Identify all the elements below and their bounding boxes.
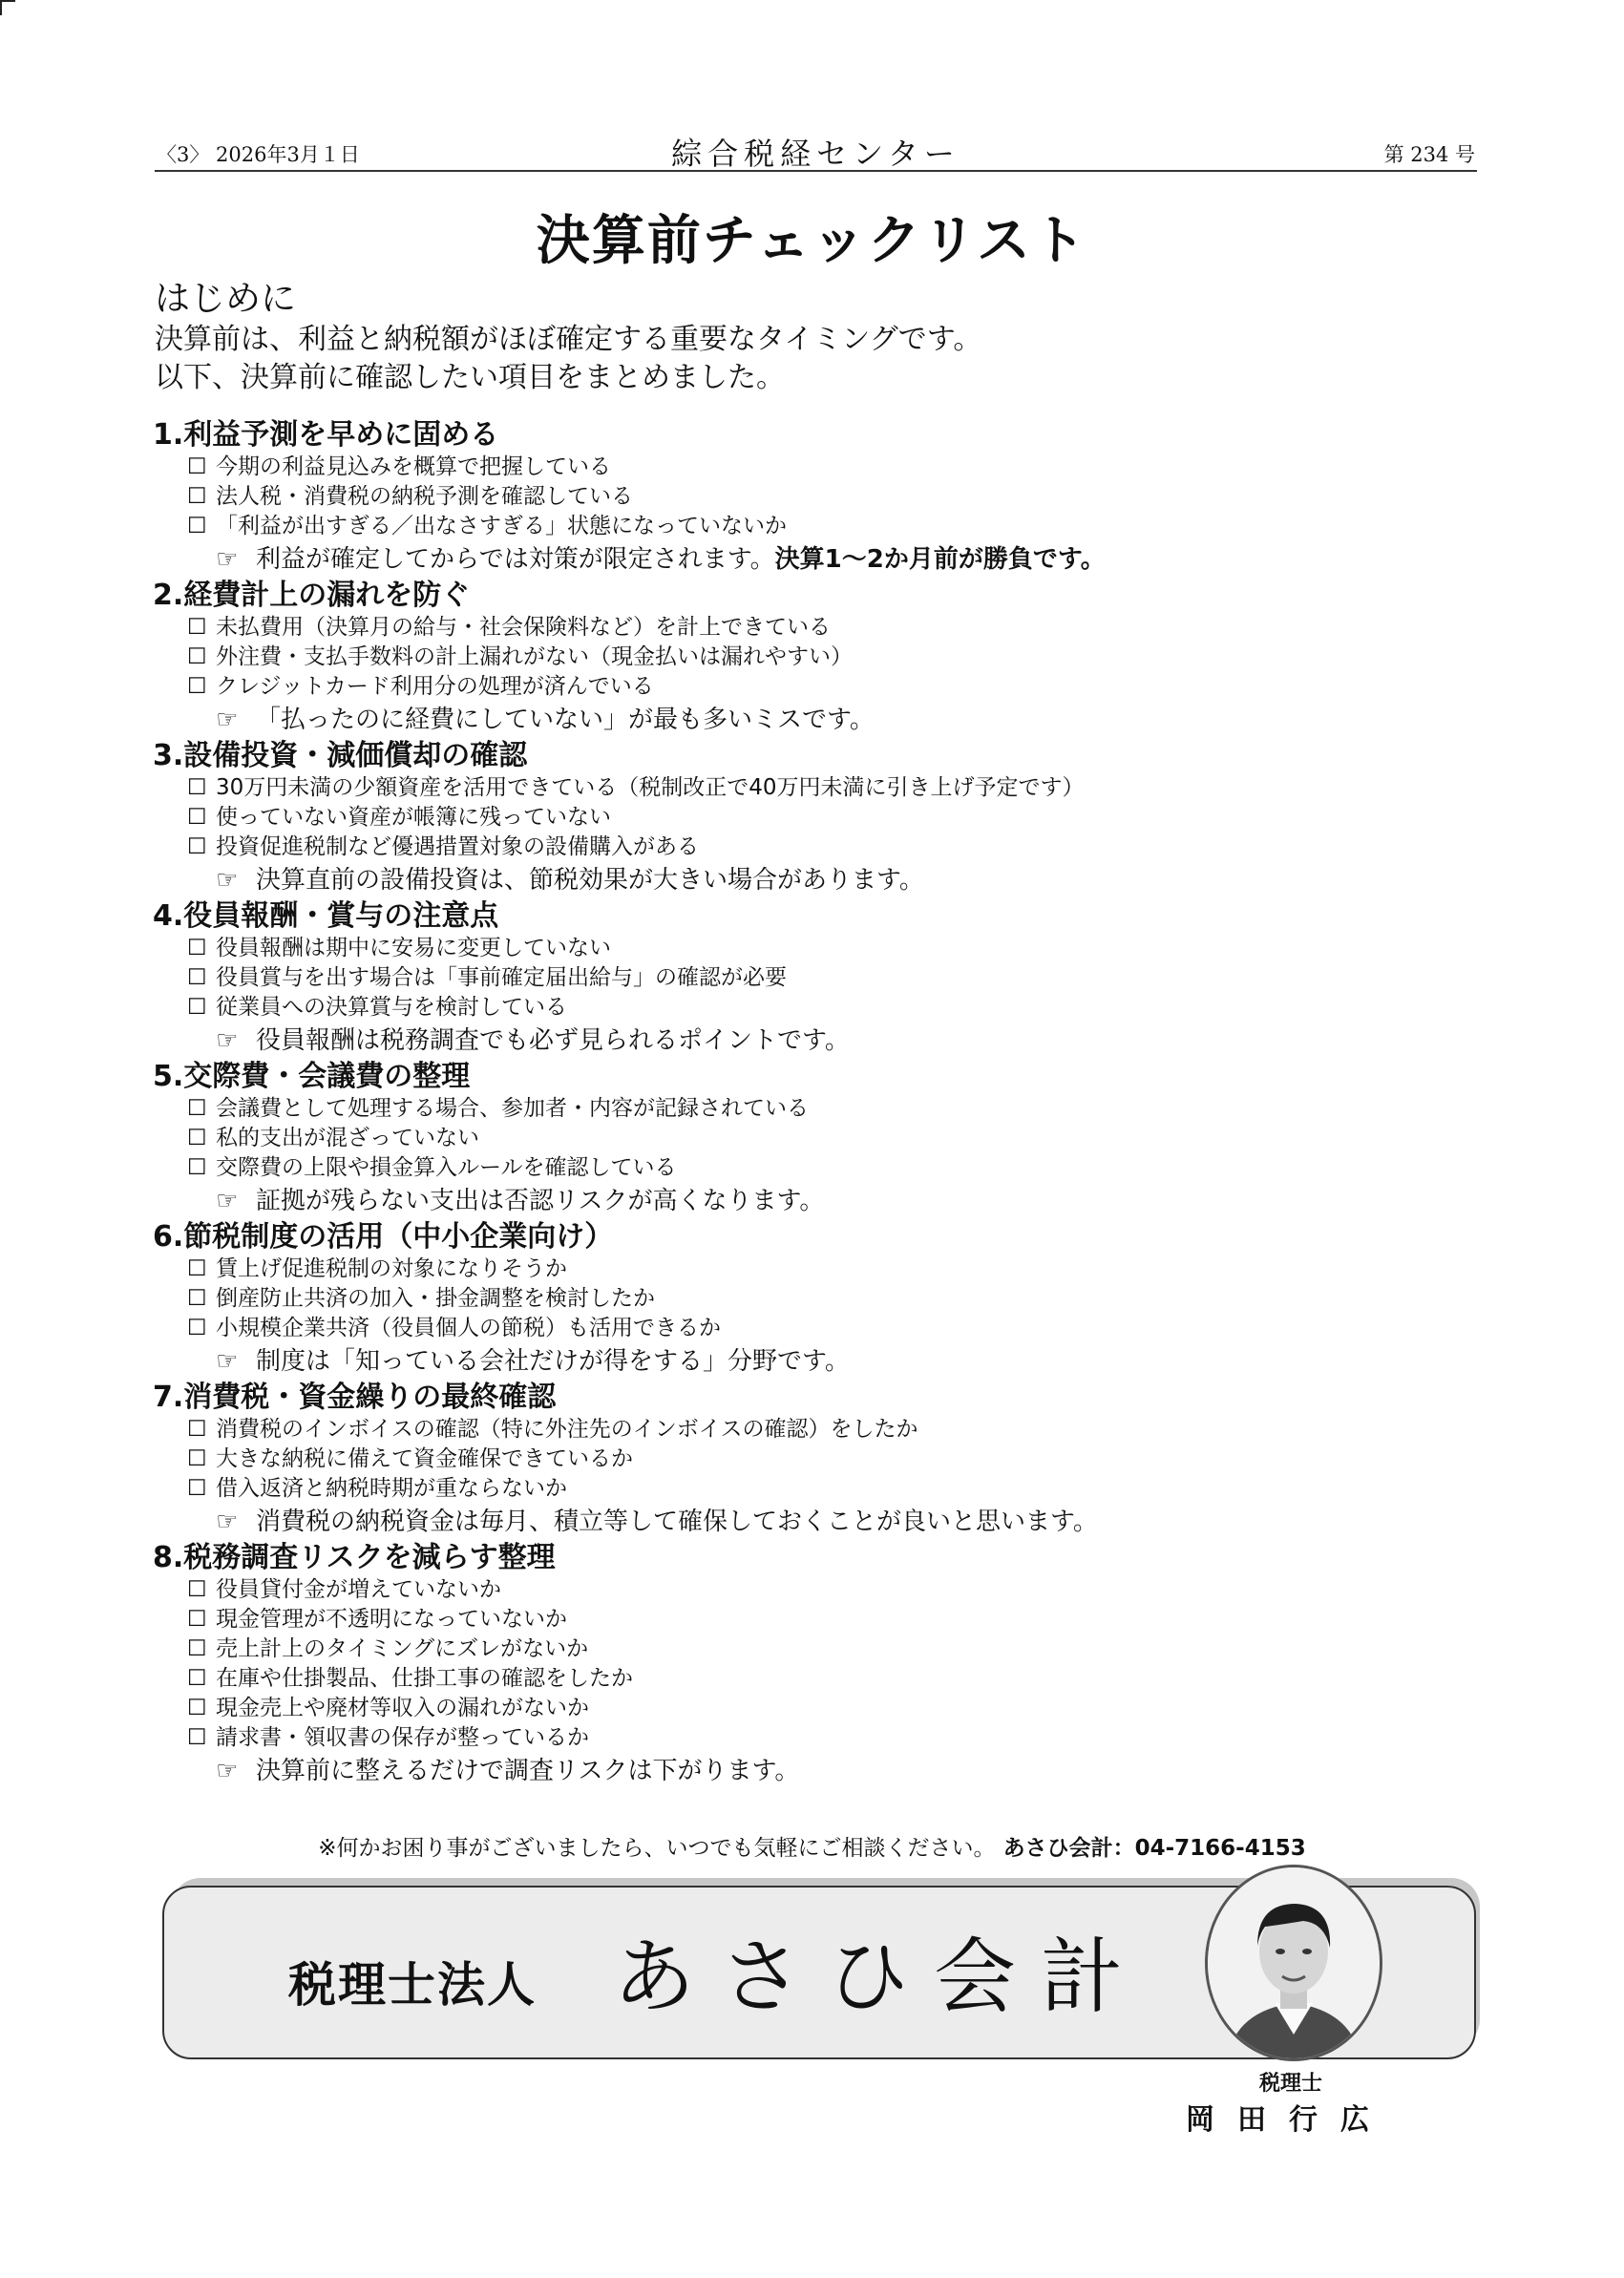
checklist-item <box>153 1605 1489 1635</box>
section-heading: 7.消費税・資金繰りの最終確認 <box>153 1381 557 1414</box>
section-heading: 8.税務調査リスクを減らす整理 <box>153 1541 556 1574</box>
checklist-item <box>153 512 1489 541</box>
item-text: 役員賞与を出す場合は「事前確定届出給与」の確認が必要 <box>216 965 787 990</box>
crop-mark <box>0 0 15 15</box>
section-heading: 1.利益予測を早めに固める <box>153 418 499 452</box>
pointing-hand-icon: ☞ <box>216 706 239 734</box>
pointing-hand-icon: ☞ <box>216 545 239 574</box>
item-text: 消費税のインボイスの確認（特に外注先のインボイスの確認）をしたか <box>216 1417 918 1442</box>
checklist-section <box>153 1381 1489 1541</box>
checklist-item <box>153 963 1489 993</box>
section-note <box>153 1343 1489 1381</box>
checklist <box>153 418 1489 1790</box>
checkbox-icon: ☐ <box>187 1126 207 1150</box>
checkbox-icon: ☐ <box>187 1286 207 1311</box>
checklist-item <box>153 1723 1489 1753</box>
checkbox-icon: ☐ <box>187 1096 207 1121</box>
checklist-item <box>153 1445 1489 1474</box>
checkbox-icon: ☐ <box>187 775 207 800</box>
checklist-item <box>153 1474 1489 1504</box>
checklist-section <box>153 1220 1489 1381</box>
checklist-item <box>153 1124 1489 1153</box>
checkbox-icon: ☐ <box>187 1666 207 1691</box>
note-text: 役員報酬は税務調査でも必ず見られるポイントです。 <box>256 1026 850 1055</box>
section-note <box>153 1753 1489 1790</box>
note-text: 制度は「知っている会社だけが得をする」分野です。 <box>256 1347 850 1376</box>
page-title: 決算前チェックリスト <box>536 210 1088 272</box>
item-text: 私的支出が混ざっていない <box>216 1126 479 1150</box>
item-text: 使っていない資産が帳簿に残っていない <box>216 805 611 830</box>
checkbox-icon: ☐ <box>187 1446 207 1471</box>
checkbox-icon: ☐ <box>187 674 207 699</box>
section-note <box>153 862 1489 899</box>
checklist-item <box>153 1284 1489 1314</box>
item-text: 未払費用（決算月の給与・社会保険料など）を計上できている <box>216 615 831 640</box>
checkbox-icon: ☐ <box>187 644 207 669</box>
checkbox-icon: ☐ <box>187 936 207 960</box>
checkbox-icon: ☐ <box>187 514 207 538</box>
item-text: 現金管理が不透明になっていないか <box>216 1607 567 1632</box>
pointing-hand-icon: ☞ <box>216 1347 239 1376</box>
checklist-item <box>153 993 1489 1023</box>
checklist-item <box>153 1664 1489 1694</box>
section-heading: 3.設備投資・減価償却の確認 <box>153 739 528 772</box>
item-text: 売上計上のタイミングにズレがないか <box>216 1636 589 1661</box>
section-note <box>153 1504 1489 1541</box>
pointing-hand-icon: ☞ <box>216 1508 239 1536</box>
checklist-item <box>153 672 1489 702</box>
checklist-item <box>153 803 1489 833</box>
checklist-section <box>153 899 1489 1060</box>
checkbox-icon: ☐ <box>187 615 207 640</box>
checklist-item <box>153 833 1489 862</box>
checkbox-icon: ☐ <box>187 1636 207 1661</box>
checkbox-icon: ☐ <box>187 1256 207 1281</box>
note-text: 利益が確定してからでは対策が限定されます。 <box>256 545 775 574</box>
checkbox-icon: ☐ <box>187 1476 207 1501</box>
issue-date: 〈3〉 2026年3月１日 <box>157 143 360 166</box>
contact-lead: ※何かお困り事がございましたら、いつでも気軽にご相談ください。 <box>318 1836 996 1861</box>
item-text: 賃上げ促進税制の対象になりそうか <box>216 1256 567 1281</box>
item-text: 役員貸付金が増えていないか <box>216 1577 501 1602</box>
section-note <box>153 702 1489 739</box>
checklist-item <box>153 1415 1489 1445</box>
item-text: 在庫や仕掛製品、仕掛工事の確認をしたか <box>216 1666 633 1691</box>
checklist-item <box>153 1255 1489 1284</box>
checklist-section <box>153 1541 1489 1790</box>
section-heading: 6.節税制度の活用（中小企業向け） <box>153 1220 614 1254</box>
checkbox-icon: ☐ <box>187 454 207 479</box>
note-text: 決算前に整えるだけで調査リスクは下がります。 <box>256 1757 800 1785</box>
contact-line <box>0 1830 1624 1862</box>
checklist-section <box>153 739 1489 899</box>
checklist-item <box>153 643 1489 672</box>
paper-name: 綜合税経センター <box>671 136 960 172</box>
intro-line: 以下、決算前に確認したい項目をまとめました。 <box>155 361 785 394</box>
portrait-photo <box>1205 1865 1382 2061</box>
pointing-hand-icon: ☞ <box>216 1026 239 1055</box>
item-text: クレジットカード利用分の処理が済んでいる <box>216 674 654 699</box>
portrait-illustration <box>1208 1867 1380 2058</box>
checklist-item <box>153 453 1489 482</box>
item-text: 小規模企業共済（役員個人の節税）も活用できるか <box>216 1316 721 1340</box>
checklist-item <box>153 482 1489 512</box>
checkbox-icon: ☐ <box>187 1696 207 1720</box>
profile-role: 税理士 <box>1258 2072 1322 2096</box>
item-text: 請求書・領収書の保存が整っているか <box>216 1725 589 1750</box>
item-text: 交際費の上限や損金算入ルールを確認している <box>216 1155 677 1180</box>
note-text: 「払ったのに経費にしていない」が最も多いミスです。 <box>256 706 875 734</box>
section-note <box>153 1183 1489 1220</box>
checkbox-icon: ☐ <box>187 1155 207 1180</box>
item-text: 大きな納税に備えて資金確保できているか <box>216 1446 633 1471</box>
intro-line: 決算前は、利益と納税額がほぼ確定する重要なタイミングです。 <box>155 323 982 356</box>
item-text: 会議費として処理する場合、参加者・内容が記録されている <box>216 1096 809 1121</box>
profile-name: 岡田行広 <box>1186 2103 1392 2137</box>
item-text: 法人税・消費税の納税予測を確認している <box>216 484 633 509</box>
checklist-item <box>153 1575 1489 1605</box>
item-text: 投資促進税制など優遇措置対象の設備購入がある <box>216 834 699 859</box>
checklist-section <box>153 579 1489 739</box>
item-text: 今期の利益見込みを概算で把握している <box>216 454 611 479</box>
item-text: 30万円未満の少額資産を活用できている（税制改正で40万円未満に引き上げ予定です） <box>216 775 1085 800</box>
note-text: 決算直前の設備投資は、節税効果が大きい場合があります。 <box>256 866 924 895</box>
org-type: 税理士法人 <box>288 1956 537 2013</box>
pointing-hand-icon: ☞ <box>216 866 239 895</box>
firm-name: あさひ会計 <box>613 1930 1148 2025</box>
checklist-item <box>153 773 1489 803</box>
checkbox-icon: ☐ <box>187 805 207 830</box>
checklist-item <box>153 613 1489 643</box>
checklist-item <box>153 1314 1489 1343</box>
checkbox-icon: ☐ <box>187 484 207 509</box>
checklist-item <box>153 1694 1489 1723</box>
section-heading: 4.役員報酬・賞与の注意点 <box>153 899 499 933</box>
checklist-item <box>153 1153 1489 1183</box>
checkbox-icon: ☐ <box>187 1316 207 1340</box>
item-text: 外注費・支払手数料の計上漏れがない（現金払いは漏れやすい） <box>216 644 853 669</box>
checklist-item <box>153 934 1489 963</box>
section-heading: 2.経費計上の漏れを防ぐ <box>153 579 471 612</box>
checklist-section <box>153 418 1489 579</box>
checkbox-icon: ☐ <box>187 965 207 990</box>
intro-heading: はじめに <box>155 278 296 319</box>
checkbox-icon: ☐ <box>187 1577 207 1602</box>
issue-number: 第 234 号 <box>1383 143 1475 166</box>
pointing-hand-icon: ☞ <box>216 1757 239 1785</box>
checkbox-icon: ☐ <box>187 1725 207 1750</box>
item-text: 従業員への決算賞与を検討している <box>216 995 567 1020</box>
note-text: 消費税の納税資金は毎月、積立等して確保しておくことが良いと思います。 <box>256 1508 1098 1536</box>
note-emphasis: 決算1〜2か月前が勝負です。 <box>774 545 1106 574</box>
item-text: 現金売上や廃材等収入の漏れがないか <box>216 1696 589 1720</box>
item-text: 借入返済と納税時期が重ならないか <box>216 1476 567 1501</box>
section-note <box>153 1023 1489 1060</box>
checklist-item <box>153 1635 1489 1664</box>
section-note <box>153 541 1489 579</box>
checkbox-icon: ☐ <box>187 1607 207 1632</box>
note-text: 証拠が残らない支出は否認リスクが高くなります。 <box>256 1187 825 1215</box>
firm-phone: あさひ会計：04-7166-4153 <box>1002 1836 1306 1861</box>
page-header <box>155 134 1477 172</box>
checklist-section <box>153 1060 1489 1220</box>
item-text: 役員報酬は期中に安易に変更していない <box>216 936 611 960</box>
section-heading: 5.交際費・会議費の整理 <box>153 1060 471 1093</box>
item-text: 「利益が出すぎる／出なさすぎる」状態になっていないか <box>216 514 787 538</box>
checkbox-icon: ☐ <box>187 834 207 859</box>
pointing-hand-icon: ☞ <box>216 1187 239 1215</box>
checkbox-icon: ☐ <box>187 995 207 1020</box>
checklist-item <box>153 1094 1489 1124</box>
checkbox-icon: ☐ <box>187 1417 207 1442</box>
item-text: 倒産防止共済の加入・掛金調整を検討したか <box>216 1286 655 1311</box>
